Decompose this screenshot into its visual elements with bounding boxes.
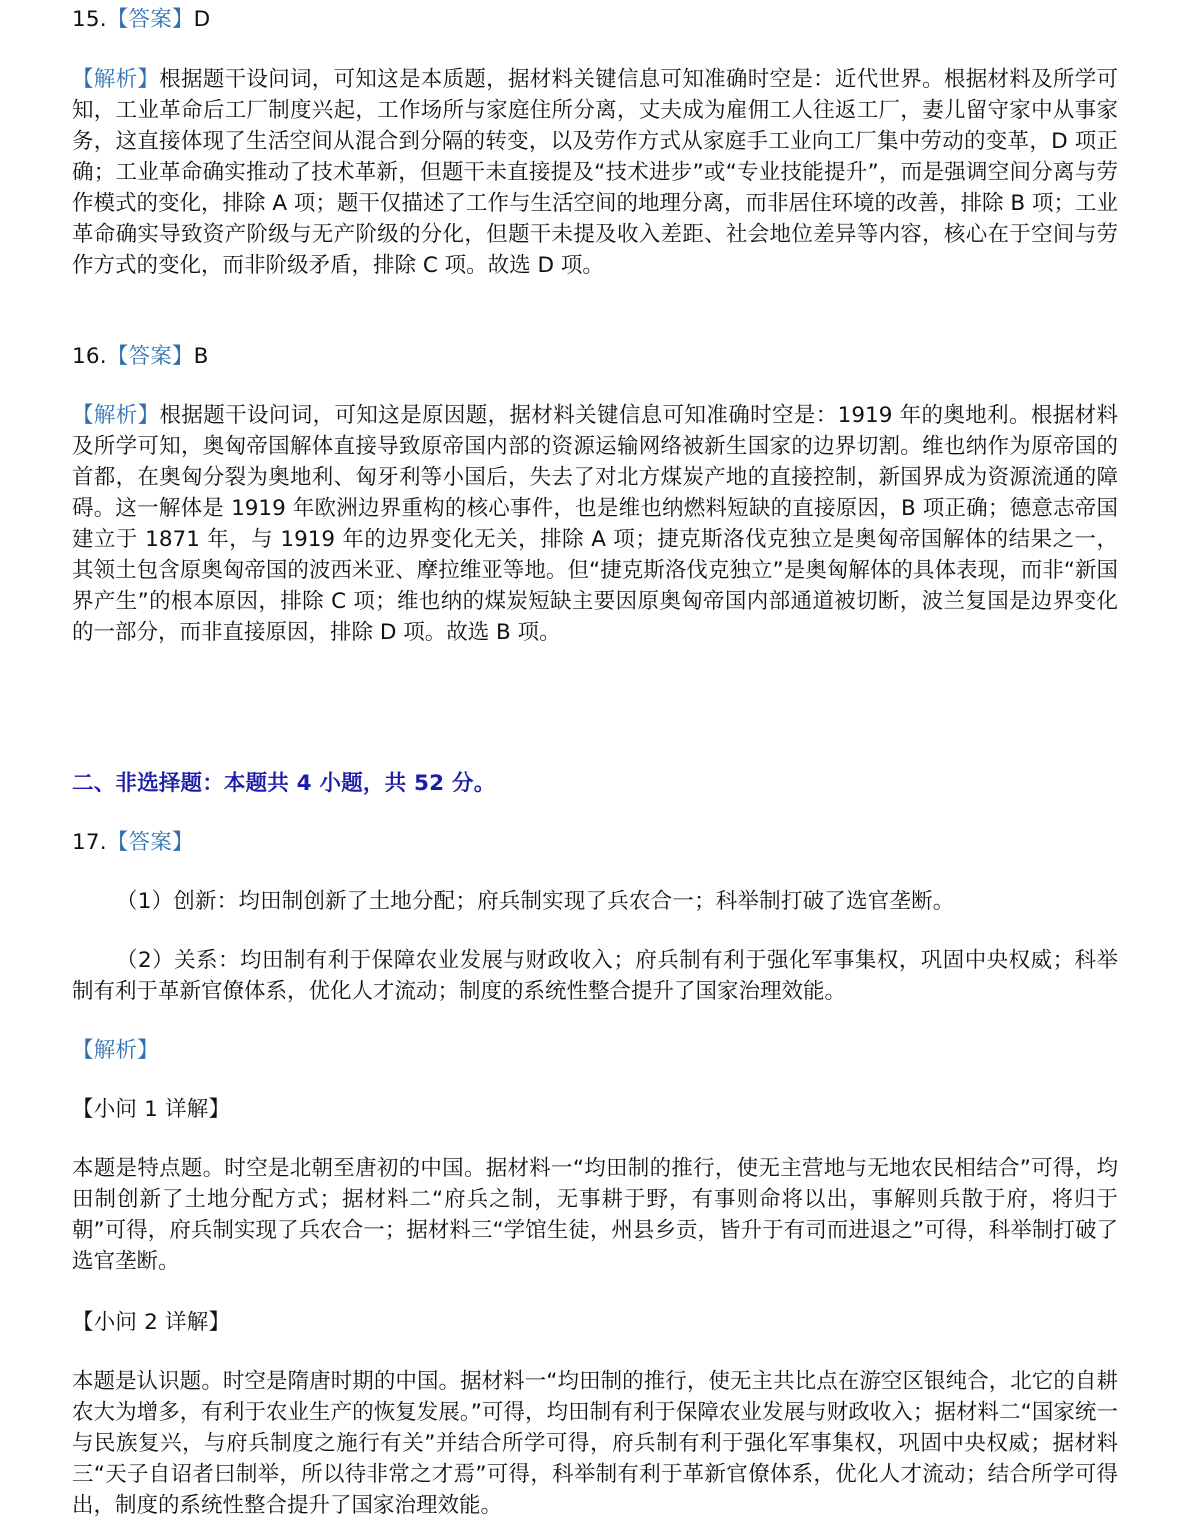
sub-question-2-text: 本题是认识题。时空是隋唐时期的中国。据材料一“均田制的推行，使无主共比点在游空区银纯合，北它的自耕农大为增多，有利于农业生产的恢复发展。”可得，均田制有利于保障农业发展与财政收入；据材料二“国家统一与民族复兴，与府兵制度之施行有关”并结合所学可得，府兵制有利于强化军事集权，巩固中央权威；据材料三“天子自诏者曰制举，所以待非常之才焉”可得，科举制有利于革新官僚体系，优化人才流动；结合所学可得出，制度的系统性整合提升了国家治理效能。 xyxy=(72,1369,1118,1518)
q15-answer-line xyxy=(72,4,210,35)
question-number: 17. xyxy=(72,830,107,855)
q17-answer-line xyxy=(72,827,194,858)
answer-label: 【答案】 xyxy=(106,830,194,855)
answer-label: 【答案】 xyxy=(106,7,194,32)
answer-value: D xyxy=(193,7,211,32)
q15-analysis xyxy=(72,64,1118,281)
analysis-label: 【解析】 xyxy=(72,67,160,92)
question-number: 16. xyxy=(72,344,107,369)
section-heading: 二、非选择题：本题共 4 小题，共 52 分。 xyxy=(72,771,496,796)
sub-question-1-text: 本题是特点题。时空是北朝至唐初的中国。据材料一“均田制的推行，使无主营地与无地农民相结合”可得，均田制创新了土地分配方式；据材料二“府兵之制，无事耕于野，有事则命将以出，事解则兵散于府，将归于朝”可得，府兵制实现了兵农合一；据材料三“学馆生徒，州县乡贡，皆升于有司而进退之”可得，科举制打破了选官垄断。 xyxy=(72,1156,1118,1274)
answer-label: 【答案】 xyxy=(106,344,194,369)
question-number: 15. xyxy=(72,7,107,32)
analysis-label: 【解析】 xyxy=(72,403,160,428)
q17-answer-part-1: （1）创新：均田制创新了土地分配；府兵制实现了兵农合一；科举制打破了选官垄断。 xyxy=(116,889,955,914)
analysis-text: 根据题干设问词，可知这是本质题，据材料关键信息可知准确时空是：近代世界。根据材料及所学可知，工业革命后工厂制度兴起，工作场所与家庭住所分离，丈夫成为雇佣工人往返工厂，妻儿留守家中从事家务，这直接体现了生活空间从混合到分隔的转变，以及劳作方式从家庭手工业向工厂集中劳动的变革，D 项正确；工业革命确实推动了技术革新，但题干未直接提及“技术进步”或“专业技能提升”，而是强调空间分离与劳作模式的变化，排除 A 项；题干仅描述了工作与生活空间的地理分离，而非居住环境的改善，排除 B 项；工业革命确实导致资产阶级与无产阶级的分化，但题干未提及收入差距、社会地位差异等内容，核心在于空间与劳作方式的变化，而非阶级矛盾，排除 C 项。故选 D 项。 xyxy=(72,67,1118,278)
q17-answer-part-2: （2）关系：均田制有利于保障农业发展与财政收入；府兵制有利于强化军事集权，巩固中央权威；科举制有利于革新官僚体系，优化人才流动；制度的系统性整合提升了国家治理效能。 xyxy=(72,948,1118,1004)
analysis-text: 根据题干设问词，可知这是原因题，据材料关键信息可知准确时空是：1919 年的奥地利。根据材料及所学可知，奥匈帝国解体直接导致原帝国内部的资源运输网络被新生国家的边界切割。维也纳作为原帝国的首都，在奥匈分裂为奥地利、匈牙利等小国后，失去了对北方煤炭产地的直接控制，新国界成为资源流通的障碍。这一解体是 1919 年欧洲边界重构的核心事件，也是维也纳燃料短缺的直接原因，B 项正确；德意志帝国建立于 1871 年，与 1919 年的边界变化无关，排除 A 项；捷克斯洛伐克独立是奥匈帝国解体的结果之一，其领土包含原奥匈帝国的波西米亚、摩拉维亚等地。但“捷克斯洛伐克独立”是奥匈解体的具体表现，而非“新国界产生”的根本原因，排除 C 项；维也纳的煤炭短缺主要因原奥匈帝国内部通道被切断，波兰复国是边界变化的一部分，而非直接原因，排除 D 项。故选 B 项。 xyxy=(72,403,1118,645)
q16-answer-line xyxy=(72,341,209,372)
q16-analysis xyxy=(72,400,1118,648)
q17-analysis-label: 【解析】 xyxy=(72,1038,159,1063)
sub-question-2-label: 【小问 2 详解】 xyxy=(72,1310,231,1335)
answer-value: B xyxy=(193,344,209,369)
sub-question-1-label: 【小问 1 详解】 xyxy=(72,1097,231,1122)
